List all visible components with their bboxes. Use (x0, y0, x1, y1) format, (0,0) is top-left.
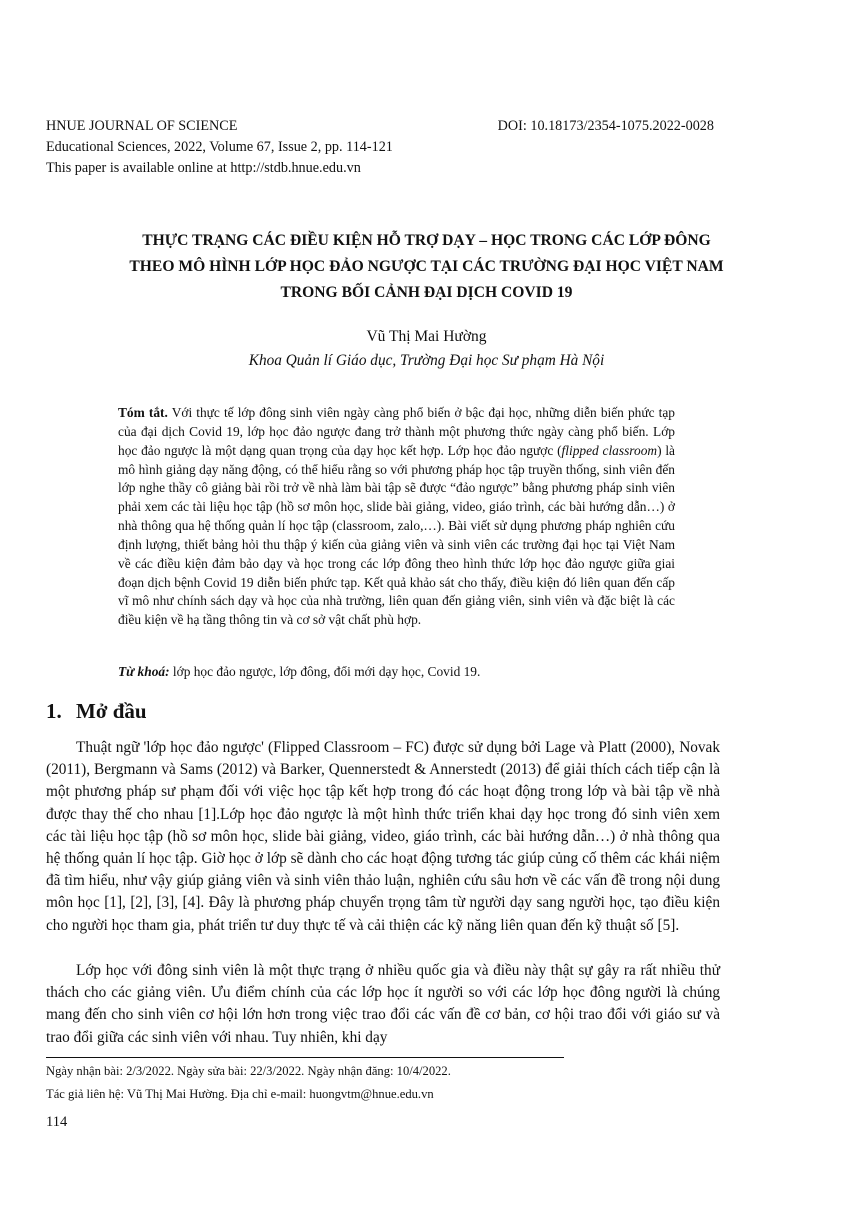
abstract-label: Tóm tắt. (118, 405, 168, 420)
paper-title (0, 228, 853, 306)
abstract-text: Với thực tế lớp đông sinh viên ngày càng phổ biến ở bậc đại học, những diễn biến phức tạp của đại dịch Covid 19, lớp học đảo ngược đang trở thành một phương thức ngày càng phổ biến. Lớp học đảo ngược là một dạng quan trọng của dạy học kết hợp. Lớp học đảo ngược ( (118, 405, 676, 458)
author-affiliation: Khoa Quản lí Giáo dục, Trường Đại học Sư phạm Hà Nội (248, 352, 605, 369)
abstract-italic-term: flipped classroom (561, 442, 658, 458)
title-line: THỰC TRẠNG CÁC ĐIỀU KIỆN HỖ TRỢ DẠY – HỌC TRONG CÁC LỚP ĐÔNG (142, 232, 711, 249)
keywords-text: lớp học đảo ngược, lớp đông, đổi mới dạy học, Covid 19. (169, 664, 481, 679)
title-line: THEO MÔ HÌNH LỚP HỌC ĐẢO NGƯỢC TẠI CÁC TRƯỜNG ĐẠI HỌC VIỆT NAM (129, 258, 724, 275)
abstract-text: ) là mô hình giảng dạy năng động, có thể hiểu rằng so với phương pháp học tập truyền thống, sinh viên đến lớp nghe thầy cô giảng bài rồi trở về nhà làm bài tập sẽ được “đảo ngược” bằng phương pháp sinh viên phải xem các tài liệu học tập (hồ sơ môn học, slide bài giảng, video, giáo trình, các bài hướng dẫn…) ở nhà thông qua hệ thống quản lí học tập (classroom, zalo,…). Bài viết sử dụng phương pháp nghiên cứu định lượng, thiết bảng hỏi thu thập ý kiến của giảng viên và sinh viên các trường đại học tại Việt Nam về các điều kiện đảm bảo dạy và học trong các lớp đông theo hình thức lớp học đảo ngược giữa giai đoạn dịch bệnh Covid 19 diễn biến phức tạp. Kết quả khảo sát cho thấy, điều kiện đó liên quan đến cấp vĩ mô như chính sách dạy và học của nhà trường, liên quan đến giảng viên, sinh viên và đặc biệt là các điều kiện về hạ tầng thông tin và cơ sở vật chất phù hợp. (118, 442, 675, 628)
keywords-label: Từ khoá: (118, 664, 170, 679)
body-paragraph (46, 737, 720, 937)
journal-name: HNUE JOURNAL OF SCIENCE (46, 118, 238, 134)
availability-note: This paper is available online at http://stdb.hnue.edu.vn (46, 160, 361, 176)
footnote-divider (46, 1057, 564, 1058)
footnote-contact: Tác giả liên hệ: Vũ Thị Mai Hường. Địa chỉ e-mail: huongvtm@hnue.edu.vn (46, 1087, 434, 1101)
doi-label[interactable]: DOI: 10.18173/2354-1075.2022-0028 (497, 118, 714, 134)
section-heading (46, 699, 147, 724)
paragraph-text: Thuật ngữ 'lớp học đảo ngược' (Flipped Classroom – FC) được sử dụng bởi Lage và Platt (2000), Novak (2011), Bergmann và Sams (2012) và Barker, Quennerstedt & Annerstedt (2013) để giải thích cách tiếp cận là một phương pháp sư phạm đối với việc học tập kết hợp trong đó các hoạt động trong lớp và bài tập về nhà được thay thế cho nhau [1].Lớp học đảo ngược là một hình thức triển khai dạy học trong đó sinh viên xem các tài liệu học tập (hồ sơ môn học, slide bài giảng, video, giáo trình, các bài hướng dẫn…) ở nhà thông qua hệ thống quản lí học tập. Giờ học ở lớp sẽ dành cho các hoạt động tương tác giúp củng cố thêm các khái niệm đã tìm hiểu, như vậy giúp giảng viên và sinh viên thảo luận, nghiên cứu sâu hơn về các vấn đề trong nội dung môn học [1], [2], [3], [4]. Đây là phương pháp chuyển trọng tâm từ người dạy sang người học, tạo điều kiện cho người học tham gia, phát triển tư duy thực tế và cải thiện các kỹ năng liên quan đến kỹ thuật số [5]. (46, 739, 720, 934)
section-title: Mở đầu (76, 699, 147, 723)
page-number: 114 (46, 1114, 68, 1130)
paragraph-text: Lớp học với đông sinh viên là một thực trạng ở nhiều quốc gia và điều này thật sự gây ra rất nhiều thử thách cho các giảng viên. Ưu điểm chính của các lớp học ít người so với các lớp học đông người là chúng mang đến cho sinh viên cơ hội lớn hơn trong việc trao đổi các vấn đề cơ bản, cơ hội trao đổi với giáo sư và trao đổi giữa các sinh viên với nhau. Tuy nhiên, khi dạy (46, 962, 720, 1046)
author-name: Vũ Thị Mai Hường (366, 328, 487, 345)
issue-info: Educational Sciences, 2022, Volume 67, Issue 2, pp. 114-121 (46, 139, 393, 155)
keywords (118, 662, 675, 681)
section-number: 1. (46, 699, 62, 723)
abstract (118, 404, 675, 630)
title-line: TRONG BỐI CẢNH ĐẠI DỊCH COVID 19 (280, 284, 573, 301)
body-paragraph (46, 960, 720, 1049)
footnote-dates: Ngày nhận bài: 2/3/2022. Ngày sửa bài: 22/3/2022. Ngày nhận đăng: 10/4/2022. (46, 1064, 451, 1078)
